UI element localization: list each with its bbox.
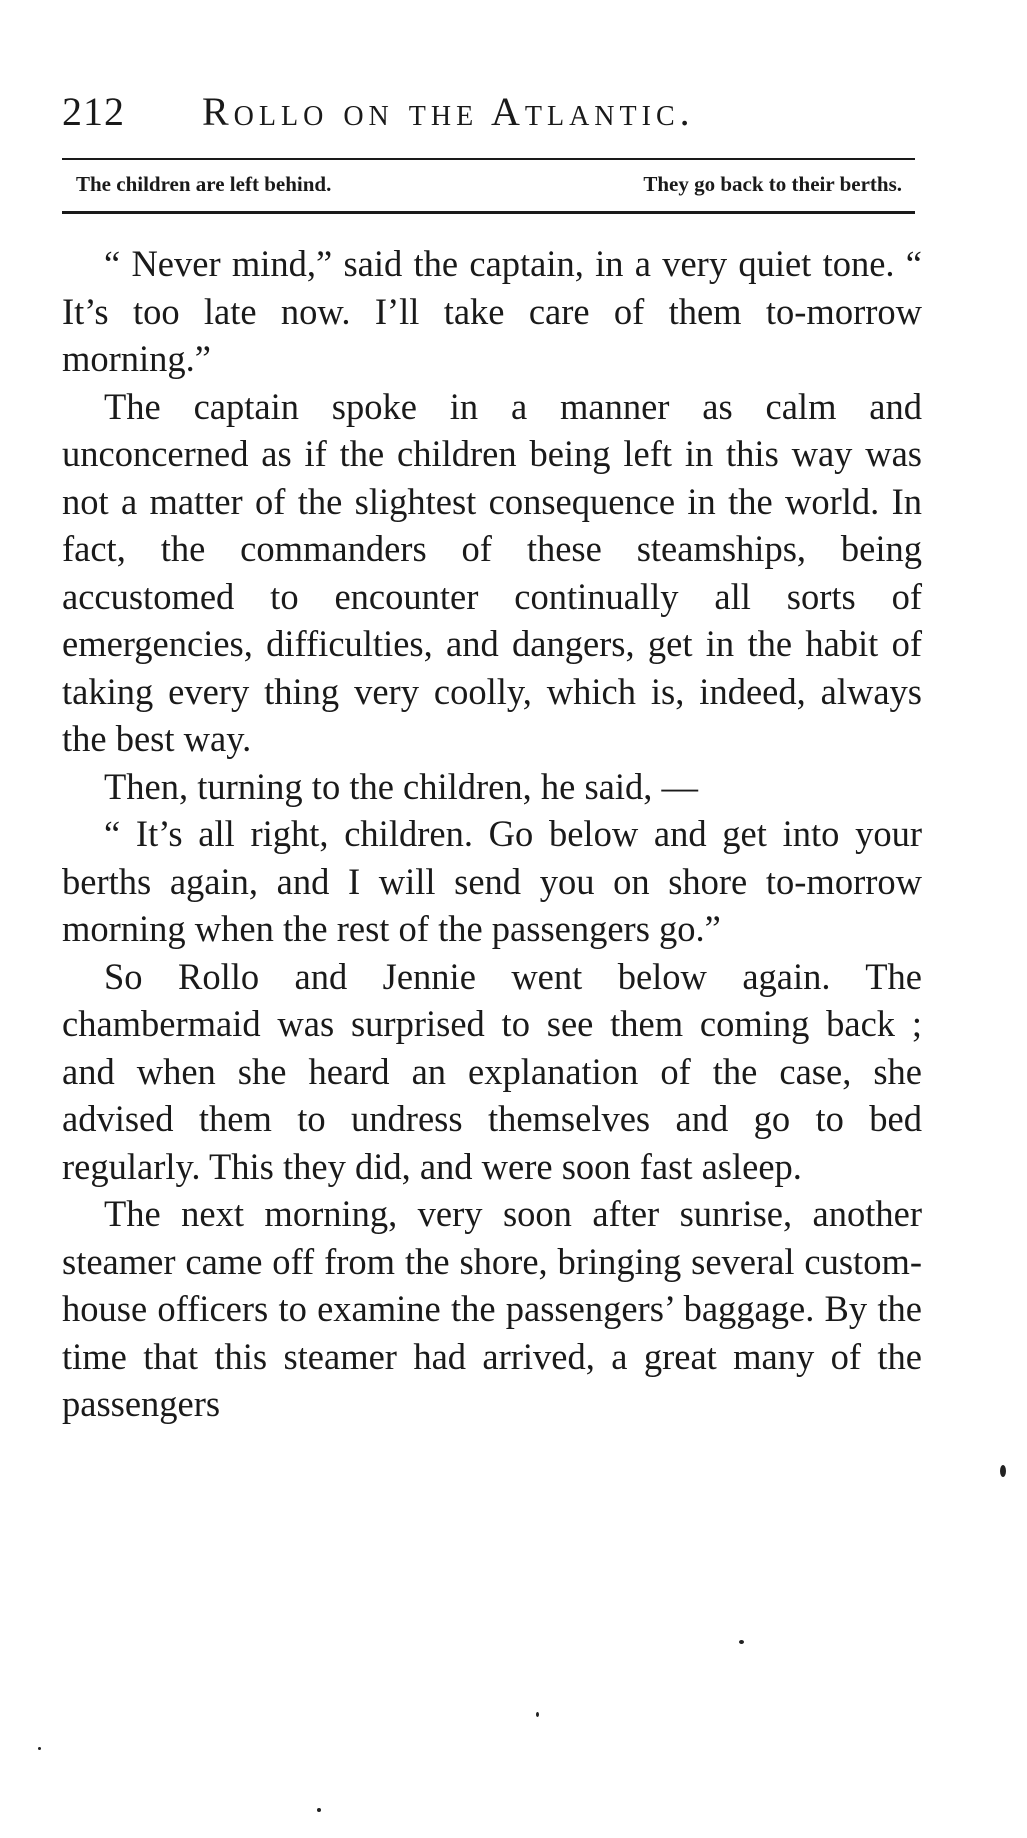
scan-speck [536, 1712, 539, 1717]
scan-speck [38, 1747, 41, 1750]
subhead-right: They go back to their berths. [643, 172, 902, 196]
body-text [62, 240, 922, 1428]
paragraph: The next morning, very soon after sunrise, another steamer came off from the shore, bringing several custom-house officers to examine the passengers’ baggage. By the time that this steamer had arrived, a great many of the passengers [62, 1193, 922, 1424]
section-subheads [76, 172, 902, 202]
subhead-left: The children are left behind. [76, 172, 332, 196]
scan-speck [739, 1640, 744, 1644]
scan-speck [1000, 1465, 1006, 1477]
paragraph: Then, turning to the children, he said, — [104, 765, 698, 807]
book-title: Rollo on the Atlantic. [202, 89, 695, 134]
running-head [62, 88, 922, 138]
header-rule-bottom [62, 211, 915, 214]
scan-speck [317, 1808, 321, 1812]
page-number: 212 [62, 89, 125, 134]
paragraph: The captain spoke in a manner as calm and unconcerned as if the children being left in this way was not a matter of the slightest consequence in the world. In fact, the commanders of these steamships, being accustomed to encounter continually all sorts of emergencies, difficulties, and dangers, get in the habit of taking every thing very coolly, which is, indeed, always the best way. [62, 385, 922, 759]
paragraph: “ It’s all right, children. Go below and get into your berths again, and I will send you on shore to-morrow morning when the rest of the passengers go.” [62, 813, 922, 949]
paragraph: So Rollo and Jennie went below again. The chambermaid was surprised to see them coming back ; and when she heard an explanation of the case, she advised them to undress themselves and go to bed regularly. This they did, and were soon fast asleep. [62, 955, 922, 1187]
paragraph: “ Never mind,” said the captain, in a very quiet tone. “ It’s too late now. I’ll take care of them to-morrow morning.” [62, 243, 922, 379]
header-rule-top [62, 158, 915, 160]
